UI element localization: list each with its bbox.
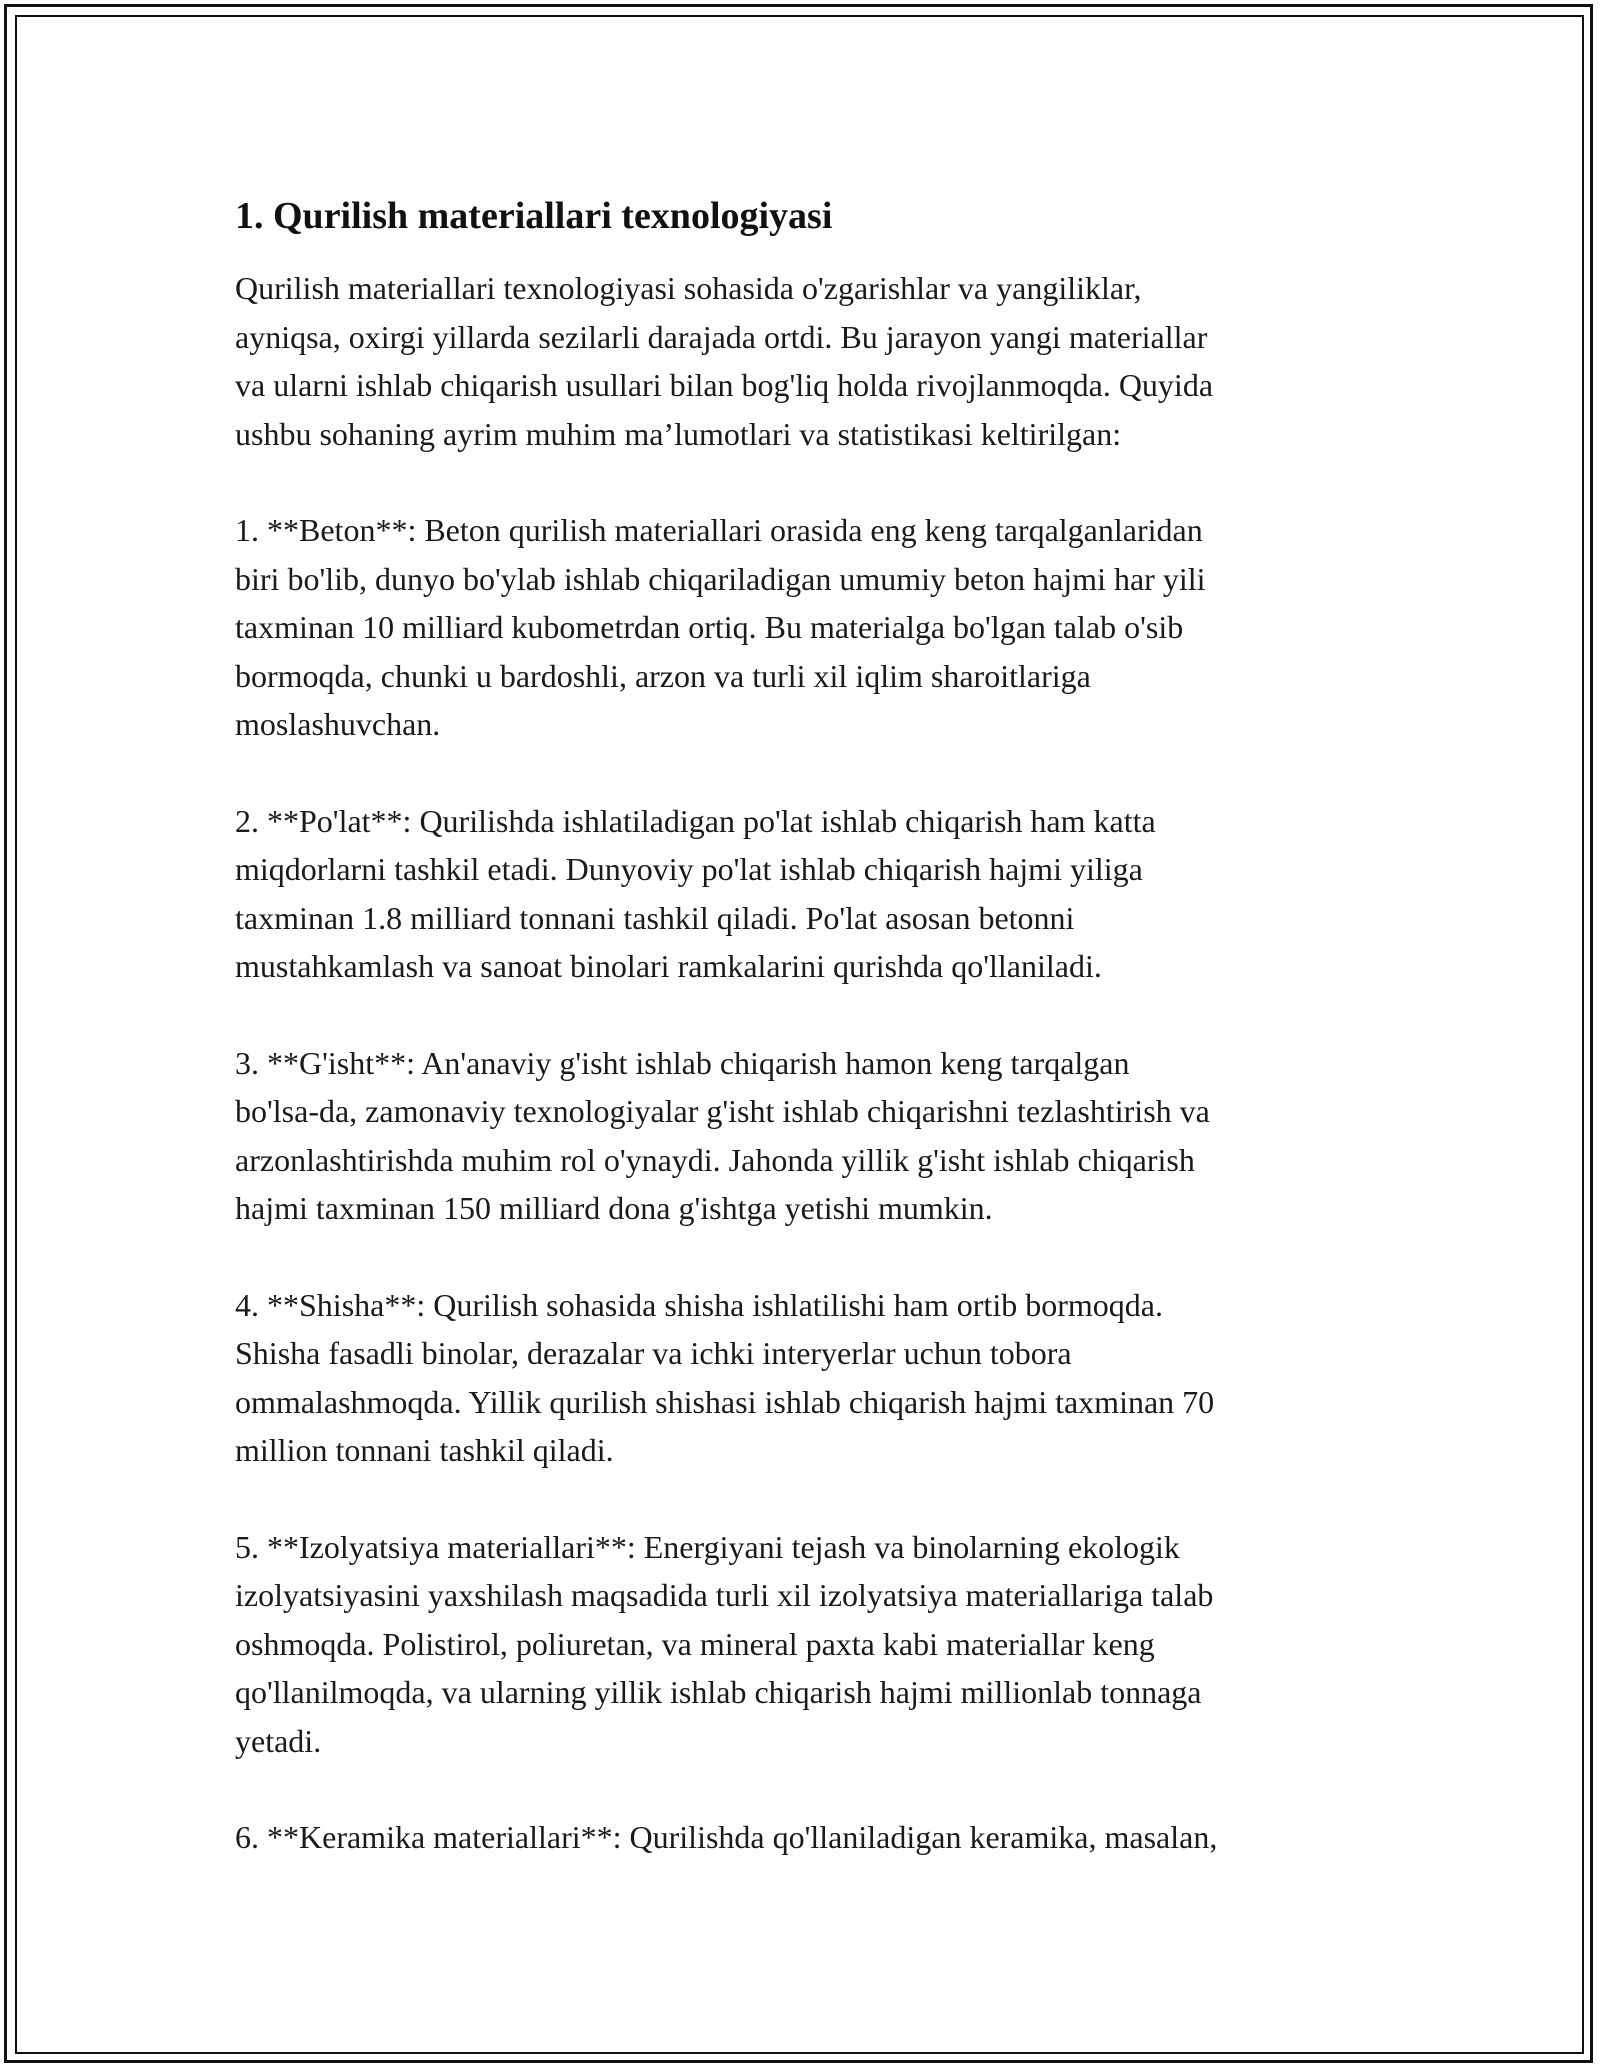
item-shisha: 4. **Shisha**: Qurilish sohasida shisha ishlatilishi ham ortib bormoqda. Shisha fasadli binolar, derazalar va ichki interyerlar uchun tobora ommalashmoqda. Yillik qurilish shishasi ishlab chiqarish hajmi taxminan 70 million tonnani tashkil qiladi. [235,1286,1215,1468]
item-beton: 1. **Beton**: Beton qurilish materiallari orasida eng keng tarqalganlaridan biri bo'lib, dunyo bo'ylab ishlab chiqariladigan umumiy beton hajmi har yili taxminan 10 milliard kubometrdan ortiq. Bu materialga bo'lgan talab o'sib bormoqda, chunki u bardoshli, arzon va turli xil iqlim sharoitlariga moslashuvchan. [235,512,1206,742]
item-izolyatsiya: 5. **Izolyatsiya materiallari**: Energiyani tejash va binolarning ekologik izolyatsiyasini yaxshilash maqsadida turli xil izolyatsiya materiallariga talab oshmoqda. Polistirol, poliuretan, va mineral paxta kabi materiallar keng qo'llanilmoqda, va ularning yillik ishlab chiqarish hajmi millionlab tonnaga yetadi. [235,1528,1214,1759]
item-polat: 2. **Po'lat**: Qurilishda ishlatiladigan po'lat ishlab chiqarish ham katta miqdorlarni tashkil etadi. Dunyoviy po'lat ishlab chiqarish hajmi yiliga taxminan 1.8 milliard tonnani tashkil qiladi. Po'lat asosan betonni mustahkamlash va sanoat binolari ramkalarini qurishda qo'llaniladi. [235,802,1156,984]
intro-paragraph: Qurilish materiallari texnologiyasi sohasida o'zgarishlar va yangiliklar, ayniqsa, oxirgi yillarda sezilarli darajada ortdi. Bu jarayon yangi materiallar va ularni ishlab chiqarish usullari bilan bog'liq holda rivojlanmoqda. Quyida ushbu sohaning ayrim muhim ma’lumotlari va statistikasi keltirilgan: [235,270,1214,452]
item-gisht: 3. **G'isht**: An'anaviy g'isht ishlab chiqarish hamon keng tarqalgan bo'lsa-da, zamonaviy texnologiyalar g'isht ishlab chiqarishni tezlashtirish va arzonlashtirishda muhim rol o'ynaydi. Jahonda yillik g'isht ishlab chiqarish hajmi taxminan 150 milliard dona g'ishtga yetishi mumkin. [235,1044,1210,1226]
item-keramika: 6. **Keramika materiallari**: Qurilishda qo'llaniladigan keramika, masalan, [235,1819,1218,1855]
document-body [235,190,1365,1910]
document-title: 1. Qurilish materiallari texnologiyasi [235,195,833,237]
